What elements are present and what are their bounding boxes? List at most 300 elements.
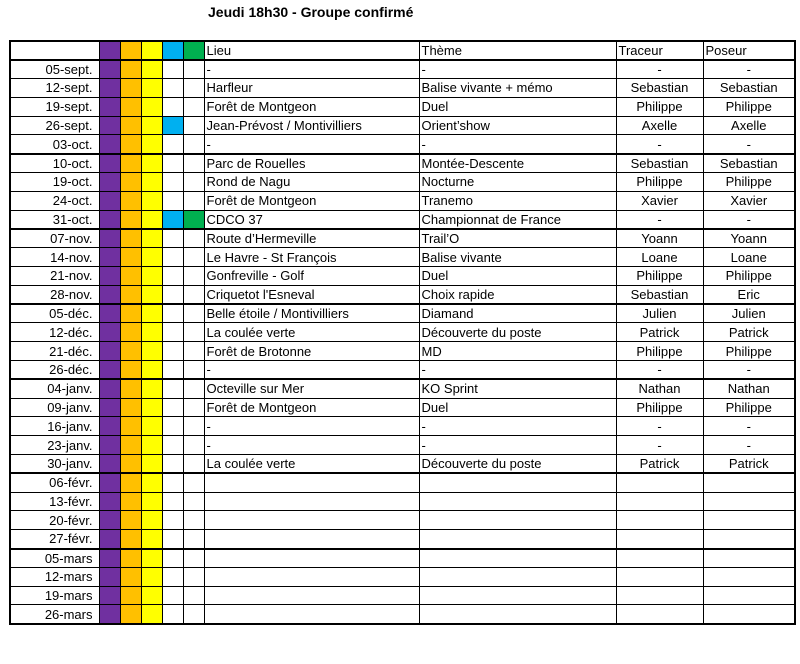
theme-cell: Balise vivante + mémo: [419, 79, 616, 98]
traceur-cell: Philippe: [616, 398, 703, 417]
swatch-green: [183, 455, 204, 474]
swatch-yellow: [141, 60, 162, 79]
swatch-blue: [162, 135, 183, 154]
table-row: [10, 135, 795, 154]
swatch-blue: [162, 173, 183, 192]
swatch-blue: [162, 97, 183, 116]
swatch-green: [183, 511, 204, 530]
swatch-purple: [99, 154, 120, 173]
lieu-cell: Forêt de Brotonne: [204, 342, 419, 361]
lieu-cell: La coulée verte: [204, 323, 419, 342]
swatch-yellow: [141, 455, 162, 474]
theme-cell: -: [419, 417, 616, 436]
swatch-orange: [120, 229, 141, 248]
swatch-blue: [162, 361, 183, 380]
poseur-cell: Nathan: [703, 379, 795, 398]
traceur-cell: -: [616, 417, 703, 436]
swatch-yellow: [141, 473, 162, 492]
swatch-orange: [120, 191, 141, 210]
swatch-orange: [120, 323, 141, 342]
traceur-cell: [616, 492, 703, 511]
swatch-blue: [162, 248, 183, 267]
date-cell: 21-nov.: [10, 267, 99, 286]
swatch-yellow: [141, 154, 162, 173]
header-lieu: Lieu: [204, 41, 419, 60]
table-row: [10, 511, 795, 530]
swatch-orange: [120, 436, 141, 455]
date-cell: 12-déc.: [10, 323, 99, 342]
traceur-cell: Philippe: [616, 97, 703, 116]
swatch-orange: [120, 379, 141, 398]
swatch-yellow: [141, 530, 162, 549]
lieu-cell: Harfleur: [204, 79, 419, 98]
swatch-green: [183, 398, 204, 417]
header-swatch-blue: [162, 41, 183, 60]
poseur-cell: Patrick: [703, 455, 795, 474]
swatch-purple: [99, 173, 120, 192]
swatch-orange: [120, 549, 141, 568]
swatch-blue: [162, 229, 183, 248]
swatch-purple: [99, 323, 120, 342]
date-cell: 05-sept.: [10, 60, 99, 79]
swatch-orange: [120, 492, 141, 511]
swatch-purple: [99, 530, 120, 549]
swatch-green: [183, 116, 204, 135]
swatch-blue: [162, 342, 183, 361]
swatch-blue: [162, 398, 183, 417]
date-cell: 31-oct.: [10, 210, 99, 229]
header-theme: Thème: [419, 41, 616, 60]
swatch-orange: [120, 60, 141, 79]
lieu-cell: Forêt de Montgeon: [204, 191, 419, 210]
date-cell: 13-févr.: [10, 492, 99, 511]
swatch-green: [183, 60, 204, 79]
swatch-yellow: [141, 210, 162, 229]
table-row: [10, 473, 795, 492]
swatch-green: [183, 267, 204, 286]
lieu-cell: -: [204, 417, 419, 436]
lieu-cell: Le Havre - St François: [204, 248, 419, 267]
traceur-cell: [616, 605, 703, 624]
swatch-orange: [120, 361, 141, 380]
traceur-cell: [616, 511, 703, 530]
table-row: [10, 60, 795, 79]
swatch-purple: [99, 417, 120, 436]
swatch-purple: [99, 379, 120, 398]
swatch-yellow: [141, 116, 162, 135]
swatch-blue: [162, 79, 183, 98]
swatch-blue: [162, 586, 183, 605]
theme-cell: [419, 511, 616, 530]
swatch-blue: [162, 511, 183, 530]
poseur-cell: -: [703, 60, 795, 79]
date-cell: 20-févr.: [10, 511, 99, 530]
table-row: [10, 323, 795, 342]
poseur-cell: Sebastian: [703, 79, 795, 98]
swatch-purple: [99, 361, 120, 380]
traceur-cell: Xavier: [616, 191, 703, 210]
theme-cell: Découverte du poste: [419, 455, 616, 474]
theme-cell: [419, 586, 616, 605]
date-cell: 21-déc.: [10, 342, 99, 361]
poseur-cell: [703, 605, 795, 624]
swatch-yellow: [141, 285, 162, 304]
header-date: [10, 41, 99, 60]
swatch-green: [183, 323, 204, 342]
date-cell: 30-janv.: [10, 455, 99, 474]
traceur-cell: Sebastian: [616, 79, 703, 98]
swatch-blue: [162, 285, 183, 304]
swatch-orange: [120, 473, 141, 492]
swatch-yellow: [141, 135, 162, 154]
swatch-yellow: [141, 492, 162, 511]
poseur-cell: Philippe: [703, 173, 795, 192]
swatch-orange: [120, 154, 141, 173]
poseur-cell: -: [703, 436, 795, 455]
date-cell: 05-déc.: [10, 304, 99, 323]
traceur-cell: Sebastian: [616, 154, 703, 173]
poseur-cell: Xavier: [703, 191, 795, 210]
poseur-cell: Eric: [703, 285, 795, 304]
theme-cell: -: [419, 361, 616, 380]
poseur-cell: [703, 473, 795, 492]
theme-cell: [419, 549, 616, 568]
swatch-purple: [99, 492, 120, 511]
poseur-cell: [703, 586, 795, 605]
theme-cell: [419, 530, 616, 549]
theme-cell: [419, 473, 616, 492]
swatch-yellow: [141, 191, 162, 210]
poseur-cell: Philippe: [703, 97, 795, 116]
swatch-purple: [99, 567, 120, 586]
table-row: [10, 492, 795, 511]
poseur-cell: Philippe: [703, 342, 795, 361]
swatch-purple: [99, 116, 120, 135]
swatch-blue: [162, 530, 183, 549]
lieu-cell: [204, 549, 419, 568]
header-swatch-orange: [120, 41, 141, 60]
swatch-purple: [99, 60, 120, 79]
lieu-cell: Criquetot l'Esneval: [204, 285, 419, 304]
poseur-cell: -: [703, 361, 795, 380]
swatch-green: [183, 173, 204, 192]
lieu-cell: Forêt de Montgeon: [204, 398, 419, 417]
date-cell: 26-sept.: [10, 116, 99, 135]
table-row: [10, 361, 795, 380]
theme-cell: Balise vivante: [419, 248, 616, 267]
swatch-green: [183, 417, 204, 436]
schedule-table: [9, 40, 796, 625]
swatch-green: [183, 605, 204, 624]
swatch-purple: [99, 436, 120, 455]
traceur-cell: [616, 530, 703, 549]
table-row: [10, 605, 795, 624]
swatch-purple: [99, 511, 120, 530]
swatch-orange: [120, 304, 141, 323]
swatch-yellow: [141, 79, 162, 98]
swatch-green: [183, 79, 204, 98]
table-row: [10, 97, 795, 116]
lieu-cell: [204, 492, 419, 511]
swatch-blue: [162, 304, 183, 323]
lieu-cell: CDCO 37: [204, 210, 419, 229]
lieu-cell: Belle étoile / Montivilliers: [204, 304, 419, 323]
table-row: [10, 248, 795, 267]
lieu-cell: La coulée verte: [204, 455, 419, 474]
theme-cell: MD: [419, 342, 616, 361]
swatch-orange: [120, 530, 141, 549]
date-cell: 14-nov.: [10, 248, 99, 267]
swatch-blue: [162, 417, 183, 436]
lieu-cell: -: [204, 60, 419, 79]
page-title: Jeudi 18h30 - Groupe confirmé: [208, 4, 414, 20]
swatch-purple: [99, 285, 120, 304]
swatch-orange: [120, 417, 141, 436]
traceur-cell: Loane: [616, 248, 703, 267]
theme-cell: Choix rapide: [419, 285, 616, 304]
poseur-cell: [703, 530, 795, 549]
theme-cell: KO Sprint: [419, 379, 616, 398]
swatch-blue: [162, 436, 183, 455]
swatch-purple: [99, 97, 120, 116]
swatch-green: [183, 379, 204, 398]
poseur-cell: [703, 511, 795, 530]
traceur-cell: Sebastian: [616, 285, 703, 304]
table-row: [10, 154, 795, 173]
table-row: [10, 173, 795, 192]
swatch-green: [183, 567, 204, 586]
poseur-cell: -: [703, 417, 795, 436]
date-cell: 26-mars: [10, 605, 99, 624]
lieu-cell: [204, 567, 419, 586]
date-cell: 10-oct.: [10, 154, 99, 173]
traceur-cell: Axelle: [616, 116, 703, 135]
header-traceur: Traceur: [616, 41, 703, 60]
table-row: [10, 398, 795, 417]
date-cell: 24-oct.: [10, 191, 99, 210]
swatch-purple: [99, 342, 120, 361]
table-row: [10, 210, 795, 229]
table-row: [10, 455, 795, 474]
poseur-cell: Julien: [703, 304, 795, 323]
swatch-purple: [99, 398, 120, 417]
table-row: [10, 79, 795, 98]
traceur-cell: Philippe: [616, 173, 703, 192]
swatch-orange: [120, 116, 141, 135]
swatch-green: [183, 304, 204, 323]
swatch-blue: [162, 191, 183, 210]
traceur-cell: Patrick: [616, 323, 703, 342]
lieu-cell: Route d’Hermeville: [204, 229, 419, 248]
swatch-orange: [120, 210, 141, 229]
swatch-purple: [99, 191, 120, 210]
lieu-cell: -: [204, 436, 419, 455]
swatch-green: [183, 586, 204, 605]
swatch-orange: [120, 511, 141, 530]
swatch-yellow: [141, 511, 162, 530]
lieu-cell: Forêt de Montgeon: [204, 97, 419, 116]
swatch-orange: [120, 398, 141, 417]
table-row: [10, 191, 795, 210]
table-row: [10, 229, 795, 248]
date-cell: 16-janv.: [10, 417, 99, 436]
swatch-blue: [162, 323, 183, 342]
theme-cell: Diamand: [419, 304, 616, 323]
theme-cell: -: [419, 135, 616, 154]
swatch-purple: [99, 455, 120, 474]
swatch-orange: [120, 267, 141, 286]
poseur-cell: Philippe: [703, 398, 795, 417]
swatch-yellow: [141, 379, 162, 398]
theme-cell: [419, 605, 616, 624]
swatch-blue: [162, 267, 183, 286]
swatch-yellow: [141, 97, 162, 116]
swatch-purple: [99, 473, 120, 492]
swatch-blue: [162, 455, 183, 474]
poseur-cell: [703, 567, 795, 586]
swatch-yellow: [141, 398, 162, 417]
table-row: [10, 549, 795, 568]
date-cell: 19-oct.: [10, 173, 99, 192]
swatch-yellow: [141, 323, 162, 342]
poseur-cell: Yoann: [703, 229, 795, 248]
theme-cell: Trail’O: [419, 229, 616, 248]
swatch-yellow: [141, 417, 162, 436]
lieu-cell: Octeville sur Mer: [204, 379, 419, 398]
traceur-cell: Philippe: [616, 342, 703, 361]
header-swatch-yellow: [141, 41, 162, 60]
swatch-green: [183, 191, 204, 210]
traceur-cell: Nathan: [616, 379, 703, 398]
traceur-cell: [616, 473, 703, 492]
theme-cell: Duel: [419, 267, 616, 286]
swatch-blue: [162, 473, 183, 492]
lieu-cell: [204, 586, 419, 605]
theme-cell: Montée-Descente: [419, 154, 616, 173]
poseur-cell: Axelle: [703, 116, 795, 135]
date-cell: 12-mars: [10, 567, 99, 586]
date-cell: 28-nov.: [10, 285, 99, 304]
swatch-green: [183, 135, 204, 154]
swatch-purple: [99, 229, 120, 248]
swatch-green: [183, 154, 204, 173]
swatch-yellow: [141, 549, 162, 568]
lieu-cell: Rond de Nagu: [204, 173, 419, 192]
swatch-purple: [99, 549, 120, 568]
swatch-orange: [120, 586, 141, 605]
table-row: [10, 116, 795, 135]
table-row: [10, 567, 795, 586]
swatch-green: [183, 210, 204, 229]
swatch-green: [183, 361, 204, 380]
traceur-cell: Julien: [616, 304, 703, 323]
swatch-orange: [120, 173, 141, 192]
header-poseur: Poseur: [703, 41, 795, 60]
swatch-orange: [120, 455, 141, 474]
swatch-green: [183, 229, 204, 248]
swatch-yellow: [141, 267, 162, 286]
lieu-cell: -: [204, 361, 419, 380]
date-cell: 06-févr.: [10, 473, 99, 492]
swatch-green: [183, 549, 204, 568]
swatch-orange: [120, 605, 141, 624]
theme-cell: Duel: [419, 398, 616, 417]
swatch-purple: [99, 135, 120, 154]
swatch-orange: [120, 248, 141, 267]
poseur-cell: -: [703, 210, 795, 229]
poseur-cell: [703, 492, 795, 511]
swatch-blue: [162, 210, 183, 229]
traceur-cell: Yoann: [616, 229, 703, 248]
theme-cell: [419, 492, 616, 511]
lieu-cell: -: [204, 135, 419, 154]
lieu-cell: Gonfreville - Golf: [204, 267, 419, 286]
table-row: [10, 530, 795, 549]
swatch-purple: [99, 210, 120, 229]
theme-cell: Nocturne: [419, 173, 616, 192]
header-row: [10, 41, 795, 60]
table-row: [10, 379, 795, 398]
traceur-cell: [616, 567, 703, 586]
swatch-green: [183, 436, 204, 455]
swatch-yellow: [141, 173, 162, 192]
date-cell: 19-mars: [10, 586, 99, 605]
swatch-green: [183, 248, 204, 267]
swatch-orange: [120, 285, 141, 304]
swatch-yellow: [141, 567, 162, 586]
date-cell: 26-déc.: [10, 361, 99, 380]
date-cell: 19-sept.: [10, 97, 99, 116]
theme-cell: -: [419, 436, 616, 455]
date-cell: 05-mars: [10, 549, 99, 568]
date-cell: 12-sept.: [10, 79, 99, 98]
traceur-cell: [616, 586, 703, 605]
lieu-cell: [204, 530, 419, 549]
theme-cell: Championnat de France: [419, 210, 616, 229]
header-swatch-purple: [99, 41, 120, 60]
swatch-green: [183, 97, 204, 116]
swatch-yellow: [141, 605, 162, 624]
date-cell: 03-oct.: [10, 135, 99, 154]
date-cell: 27-févr.: [10, 530, 99, 549]
table-row: [10, 267, 795, 286]
swatch-purple: [99, 586, 120, 605]
swatch-green: [183, 530, 204, 549]
traceur-cell: -: [616, 436, 703, 455]
swatch-yellow: [141, 304, 162, 323]
lieu-cell: [204, 511, 419, 530]
lieu-cell: Jean-Prévost / Montivilliers: [204, 116, 419, 135]
theme-cell: Orient’show: [419, 116, 616, 135]
swatch-orange: [120, 342, 141, 361]
theme-cell: [419, 567, 616, 586]
swatch-purple: [99, 605, 120, 624]
date-cell: 07-nov.: [10, 229, 99, 248]
swatch-blue: [162, 567, 183, 586]
traceur-cell: -: [616, 135, 703, 154]
lieu-cell: Parc de Rouelles: [204, 154, 419, 173]
swatch-purple: [99, 79, 120, 98]
swatch-blue: [162, 60, 183, 79]
swatch-blue: [162, 549, 183, 568]
swatch-yellow: [141, 586, 162, 605]
poseur-cell: Patrick: [703, 323, 795, 342]
date-cell: 09-janv.: [10, 398, 99, 417]
date-cell: 04-janv.: [10, 379, 99, 398]
poseur-cell: -: [703, 135, 795, 154]
swatch-orange: [120, 135, 141, 154]
traceur-cell: [616, 549, 703, 568]
